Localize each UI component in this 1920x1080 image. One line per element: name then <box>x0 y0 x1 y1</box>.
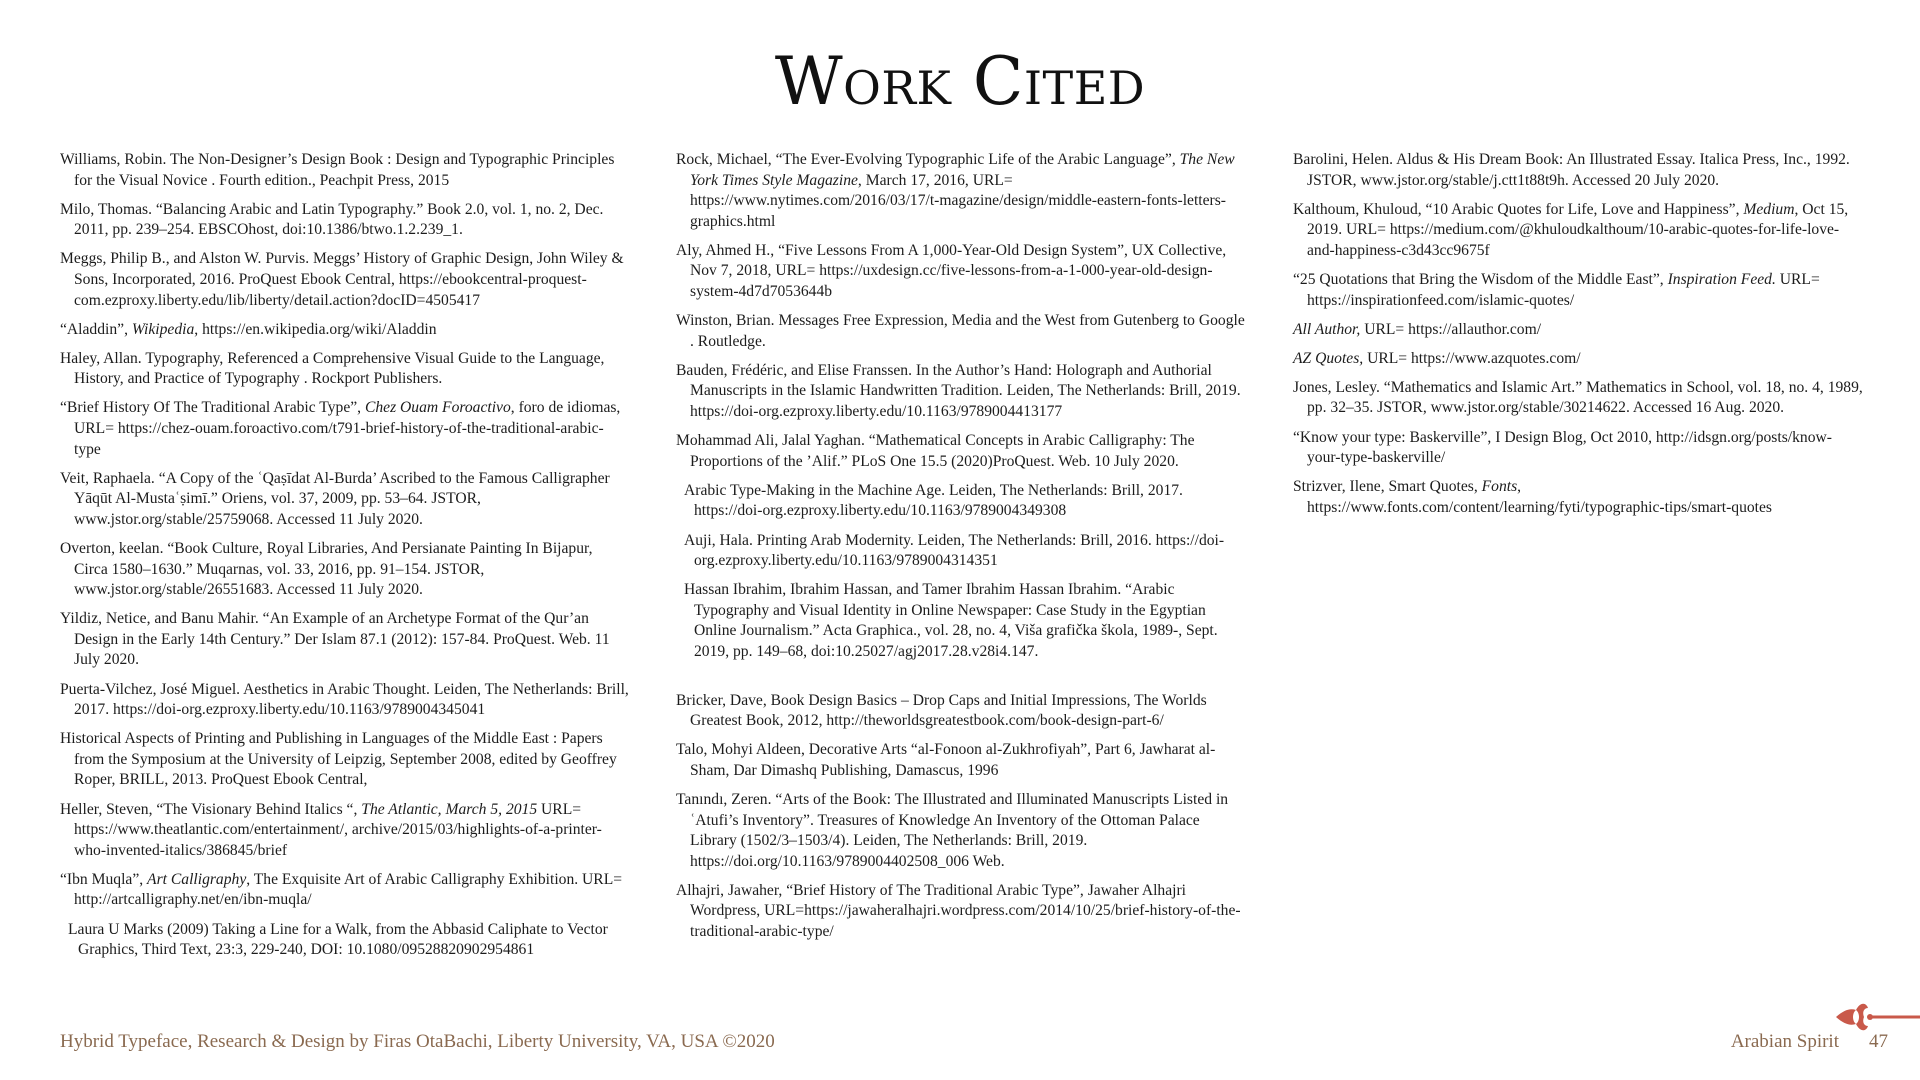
citation-entry: Bauden, Frédéric, and Elise Franssen. In the Author’s Hand: Holograph and Authorial Manuscripts in the Islamic Handwritten Tradition. Leiden, The Netherlands: Brill, 2019. https://doi-org.ezproxy.liberty.edu/10.1163/9789004413177 <box>676 361 1241 421</box>
citation-entry: Yildiz, Netice, and Banu Mahir. “An Example of an Archetype Format of the Qur’an Design in the Early 14th Century.” Der Islam 87.1 (2012): 157-84. ProQuest. Web. 11 July 2020. <box>60 610 610 669</box>
citation-entry: Bricker, Dave, Book Design Basics – Drop Caps and Initial Impressions, The Worlds Greatest Book, 2012, http://theworldsgreatestbook.com/book-design-part-6/ <box>676 691 1207 730</box>
citation-text: URL= https://inspirationfeed.com/islamic-quotes/ <box>1307 270 1820 309</box>
citation-text: , foro de idiomas, URL= https://chez-ouam.foroactivo.com/t791-brief-history-of-the-traditional-arabic-type <box>74 399 621 458</box>
citation-entry <box>1293 349 1863 370</box>
citation-text: “Aladdin”, <box>60 320 132 338</box>
citation-entry <box>676 150 1246 232</box>
citation-entry: Mohammad Ali, Jalal Yaghan. “Mathematical Concepts in Arabic Calligraphy: The Proportions of the ’Alif.” PLoS One 15.5 (2020)ProQuest. Web. 10 July 2020. <box>676 432 1195 470</box>
citations-column-1 <box>60 150 630 969</box>
citation-entry: Meggs, Philip B., and Alston W. Purvis. Meggs’ History of Graphic Design, John Wiley & Sons, Incorporated, 2016. ProQuest Ebook Central, https://ebookcentral-proquest-com.ezproxy.liberty.edu/lib/liberty/detail.action?docID=4505417 <box>60 250 624 309</box>
citation-italic-title: Medium <box>1743 200 1795 218</box>
citation-entry <box>60 870 630 911</box>
citation-entry: Haley, Allan. Typography, Referenced a Comprehensive Visual Guide to the Language, History, and Practice of Typography . Rockport Publishers. <box>60 349 605 388</box>
citation-entry <box>1293 320 1863 341</box>
citation-italic-title: Chez Ouam Foroactivo <box>364 399 511 417</box>
citation-entry: Historical Aspects of Printing and Publishing in Languages of the Middle East : Papers from the Symposium at the University of Leipzig, September 2008, edited by Geoffrey Roper, BRILL, 2013. ProQuest Ebook Central, <box>60 730 617 789</box>
citation-entry: Veit, Raphaela. “A Copy of the ʿQaṣīdat Al-Burda’ Ascribed to the Famous Calligrapher Yāqūt Al-Mustaʿṣimī.” Oriens, vol. 37, 2009, pp. 53–64. JSTOR, www.jstor.org/stable/25759068. Accessed 11 July 2020. <box>60 469 610 528</box>
citation-italic-title: The New York Times Style Magazine <box>690 151 1235 189</box>
citation-text: Rock, Michael, “The Ever-Evolving Typographic Life of the Arabic Language”, <box>676 151 1180 168</box>
citation-text: “Ibn Muqla”, <box>60 870 148 888</box>
citation-italic-title: Inspiration Feed. <box>1667 270 1776 288</box>
citation-entry: Jones, Lesley. “Mathematics and Islamic Art.” Mathematics in School, vol. 18, no. 4, 1989, pp. 32–35. JSTOR, www.jstor.org/stable/30214622. Accessed 16 Aug. 2020. <box>1293 378 1863 417</box>
citation-entry: Laura U Marks (2009) Taking a Line for a Walk, from the Abbasid Caliphate to Vector Graphics, Third Text, 23:3, 229-240, DOI: 10.1080/09528820902954861 <box>68 920 608 959</box>
citation-italic-title: Fonts <box>1481 478 1518 496</box>
citation-entry: Arabic Type-Making in the Machine Age. Leiden, The Netherlands: Brill, 2017. https://doi-org.ezproxy.liberty.edu/10.1163/9789004349308 <box>684 481 1183 520</box>
citation-text: Strizver, Ilene, Smart Quotes, <box>1293 478 1482 496</box>
citation-text: URL= https://www.azquotes.com/ <box>1363 349 1581 367</box>
citation-italic-title: AZ Quotes, <box>1293 349 1364 367</box>
citation-text: Heller, Steven, “The Visionary Behind Italics “, <box>60 800 362 818</box>
citation-entry: Winston, Brian. Messages Free Expression, Media and the West from Gutenberg to Google . Routledge. <box>676 312 1245 350</box>
page-number: 47 <box>1869 1031 1888 1052</box>
citations-column-2 <box>676 150 1246 951</box>
citation-italic-title: The Atlantic, March 5, 2015 <box>361 800 538 818</box>
citation-text: “25 Quotations that Bring the Wisdom of the Middle East”, <box>1293 270 1668 288</box>
citation-entry <box>1293 200 1863 262</box>
citation-entry: Aly, Ahmed H., “Five Lessons From A 1,000-Year-Old Design System”, UX Collective, Nov 7, 2018, URL= https://uxdesign.cc/five-lessons-from-a-1-000-year-old-design-system-4d7d7053644b <box>676 241 1227 301</box>
arabesque-arrow-icon <box>1834 996 1920 1040</box>
citation-text: , The Exquisite Art of Arabic Calligraphy Exhibition. URL= http://artcalligraphy.net/en/ibn-muqla/ <box>74 870 623 909</box>
citations-column-3 <box>1293 150 1863 527</box>
citation-entry: “Know your type: Baskerville”, I Design Blog, Oct 2010, http://idsgn.org/posts/know-your-type-baskerville/ <box>1293 428 1832 467</box>
citation-entry: Milo, Thomas. “Balancing Arabic and Latin Typography.” Book 2.0, vol. 1, no. 2, Dec. 2011, pp. 239–254. EBSCOhost, doi:10.1386/btwo.1.2.239_1. <box>60 200 604 239</box>
citation-text: , March 17, 2016, URL= https://www.nytimes.com/2016/03/17/t-magazine/design/middle-eastern-fonts-letters-graphics.html <box>690 171 1226 230</box>
citation-entry: Auji, Hala. Printing Arab Modernity. Leiden, The Netherlands: Brill, 2016. https://doi-org.ezproxy.liberty.edu/10.1163/9789004314351 <box>684 531 1225 570</box>
page-title: Work Cited <box>774 43 1146 120</box>
citation-entry <box>1293 270 1863 311</box>
footer-credit: Hybrid Typeface, Research & Design by Firas OtaBachi, Liberty University, VA, USA ©2020 <box>60 1031 775 1052</box>
citation-entry: Hassan Ibrahim, Ibrahim Hassan, and Tamer Ibrahim Hassan Ibrahim. “Arabic Typography and Visual Identity in Online Newspaper: Case Study in the Egyptian Online Journalism.” Acta Graphica., vol. 28, no. 4, Viša grafička škola, 1989-, Sept. 2019, pp. 149–68, doi:10.25027/agj2017.28.v28i4.147. <box>684 581 1218 660</box>
citation-italic-title: Wikipedia <box>131 320 195 338</box>
citation-entry: Williams, Robin. The Non-Designer’s Design Book : Design and Typographic Principles for the Visual Novice . Fourth edition., Peachpit Press, 2015 <box>60 151 615 189</box>
citation-text: “Brief History Of The Traditional Arabic Type”, <box>60 399 365 417</box>
citation-entry: Puerta-Vilchez, José Miguel. Aesthetics in Arabic Thought. Leiden, The Netherlands: Brill, 2017. https://doi-org.ezproxy.liberty.edu/10.1163/9789004345041 <box>60 680 629 719</box>
citation-entry: Talo, Mohyi Aldeen, Decorative Arts “al-Fonoon al-Zukhrofiyah”, Part 6, Jawharat al-Sham, Dar Dimashq Publishing, Damascus, 1996 <box>676 741 1216 779</box>
citation-text: , https://en.wikipedia.org/wiki/Aladdin <box>194 320 437 338</box>
citation-text: , https://www.fonts.com/content/learning/fyti/typographic-tips/smart-quotes <box>1307 478 1772 516</box>
citation-text: Kalthoum, Khuloud, “10 Arabic Quotes for Life, Love and Happiness”, <box>1293 200 1744 218</box>
citation-italic-title: All Author, <box>1293 320 1361 338</box>
citation-entry: Tanındı, Zeren. “Arts of the Book: The Illustrated and Illuminated Manuscripts Listed in ʿAtufi’s Inventory”. Treasures of Knowledge An Inventory of the Ottoman Palace Library (1502/3–1503/4). Leiden, The Netherlands: Brill, 2019. https://doi.org/10.1163/9789004402508_006 Web. <box>676 790 1229 870</box>
citation-text: , Oct 15, 2019. URL= https://medium.com/@khuloudkalthoum/10-arabic-quotes-for-life-love-and-happiness-c3d43cc9675f <box>1307 200 1849 259</box>
citation-text: URL= https://www.theatlantic.com/entertainment/, archive/2015/03/highlights-of-a-printer-who-invented-italics/386845/brief <box>74 800 602 859</box>
citation-entry: Overton, keelan. “Book Culture, Royal Libraries, And Persianate Painting In Bijapur, Circa 1580–1630.” Muqarnas, vol. 33, 2016, pp. 91–154. JSTOR, www.jstor.org/stable/26551683. Accessed 11 July 2020. <box>60 540 593 599</box>
citation-entry <box>1293 477 1863 518</box>
citation-entry: Barolini, Helen. Aldus & His Dream Book: An Illustrated Essay. Italica Press, Inc., 1992. JSTOR, www.jstor.org/stable/j.ctt1t88t9h. Accessed 20 July 2020. <box>1293 151 1850 189</box>
citation-entry <box>60 800 630 862</box>
citation-italic-title: Art Calligraphy <box>147 870 247 888</box>
citation-text: URL= https://allauthor.com/ <box>1360 320 1542 338</box>
citation-entry <box>60 320 630 341</box>
citation-entry <box>60 398 630 460</box>
footer-book-title: Arabian Spirit <box>1730 1031 1839 1052</box>
citation-entry: Alhajri, Jawaher, “Brief History of The Traditional Arabic Type”, Jawaher Alhajri Wordpress, URL=https://jawaheralhajri.wordpress.com/2014/10/25/brief-history-of-the-traditional-arabic-type/ <box>676 881 1241 940</box>
